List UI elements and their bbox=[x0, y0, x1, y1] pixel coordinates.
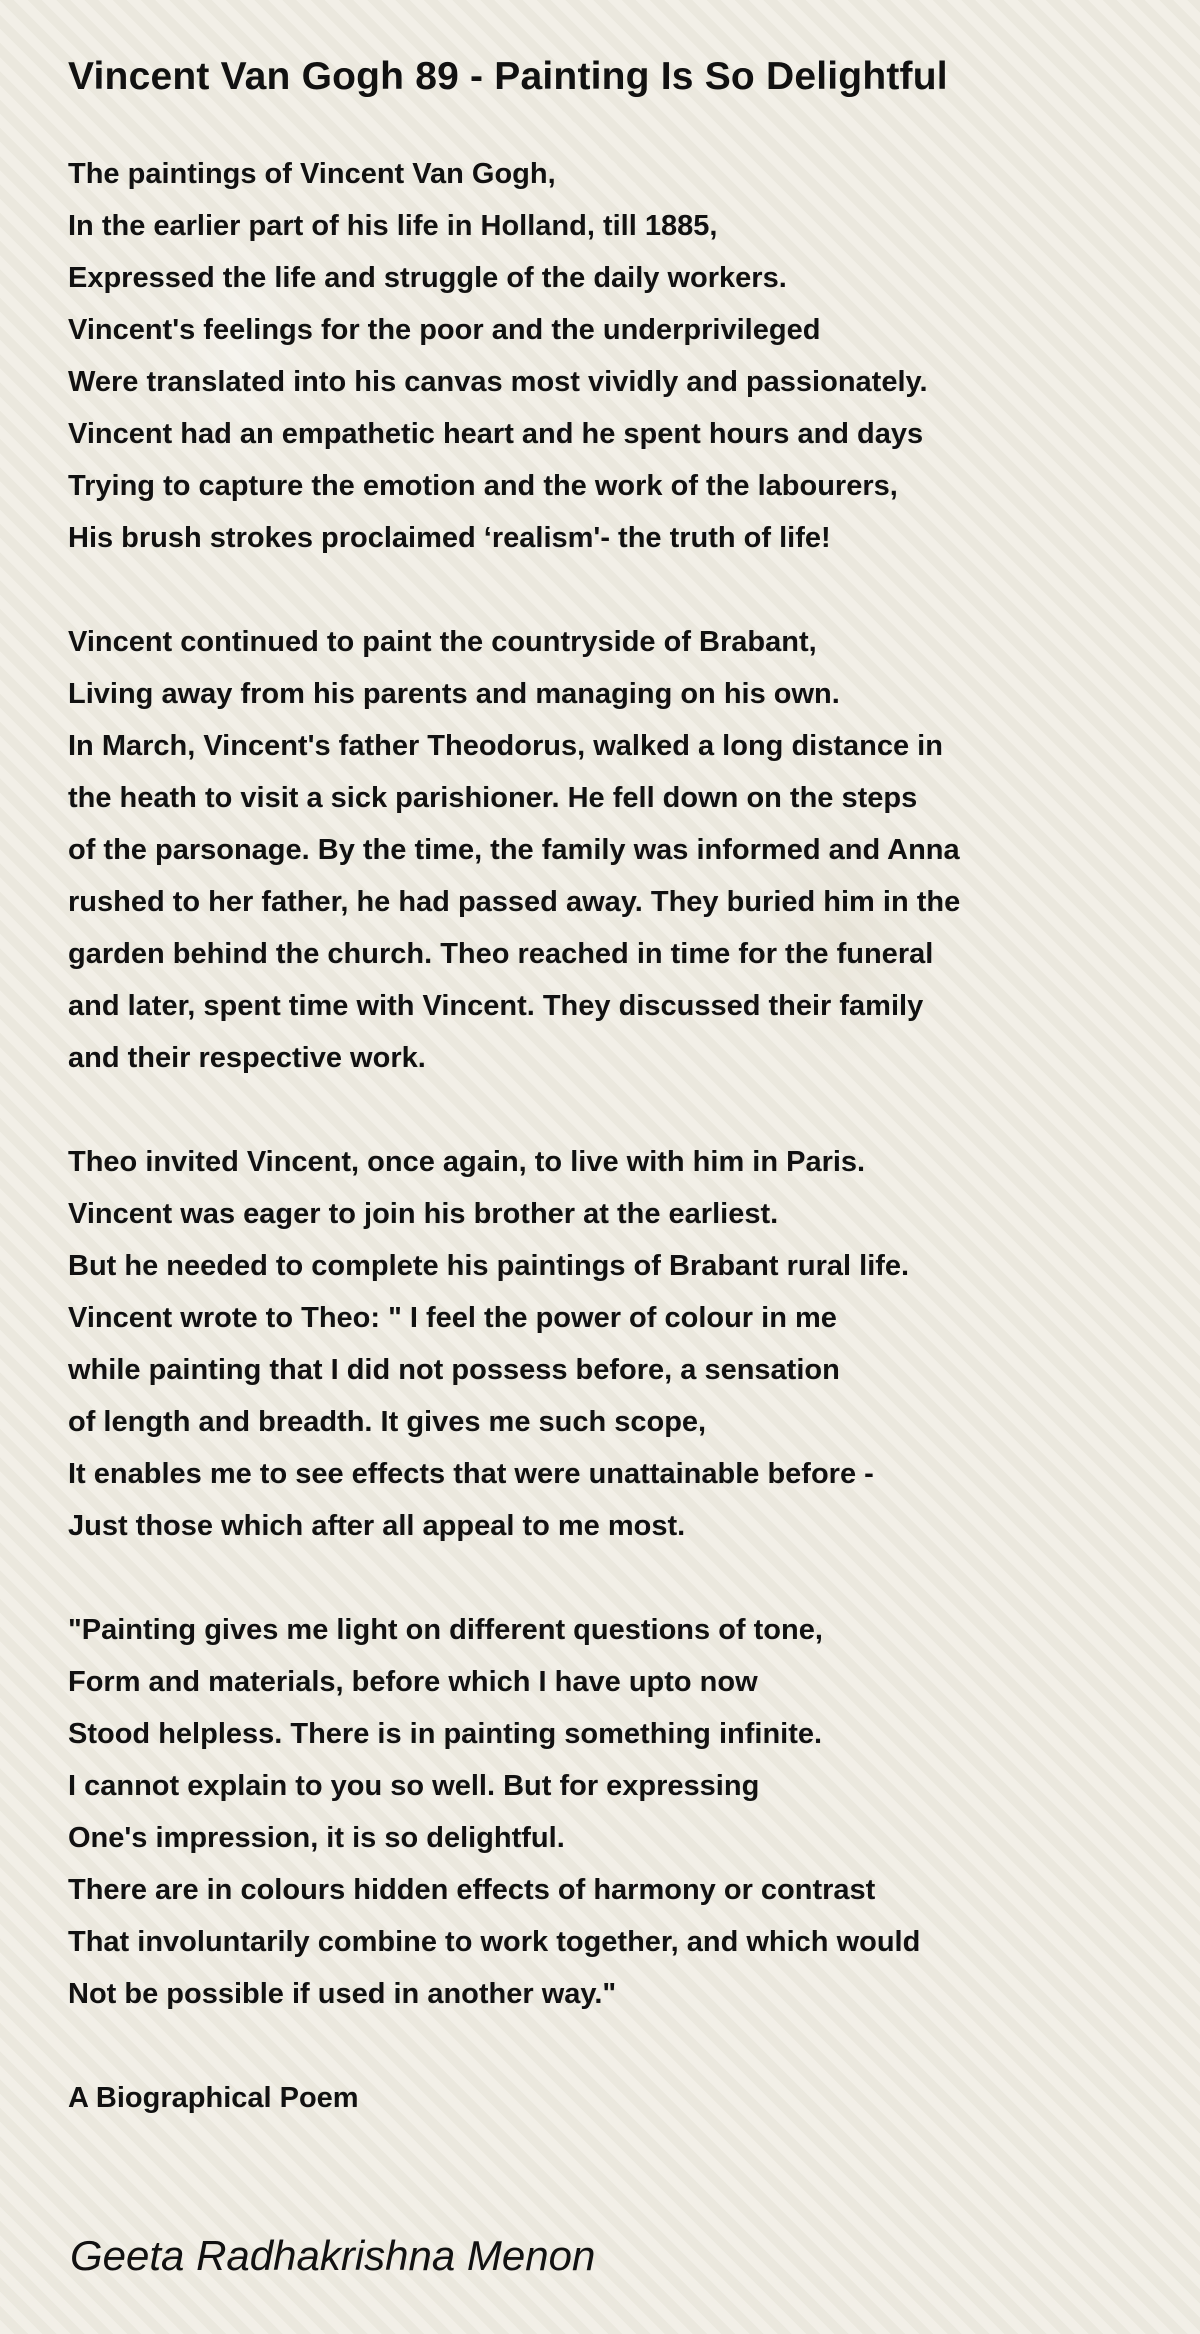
poem-line: Just those which after all appeal to me most. bbox=[68, 1510, 686, 1542]
poem-line: and their respective work. bbox=[68, 1042, 426, 1074]
poem-body bbox=[68, 148, 1134, 2124]
poem-line: while painting that I did not possess before, a sensation bbox=[68, 1354, 840, 1386]
poem-line: Living away from his parents and managing on his own. bbox=[68, 678, 840, 710]
poem-line: It enables me to see effects that were unattainable before - bbox=[68, 1458, 874, 1490]
poem-line: Were translated into his canvas most vividly and passionately. bbox=[68, 366, 928, 398]
stanza-1 bbox=[68, 148, 1134, 564]
stanza-2 bbox=[68, 616, 1134, 1084]
poem-line: Vincent continued to paint the countryside of Brabant, bbox=[68, 626, 817, 658]
poem-line: garden behind the church. Theo reached in time for the funeral bbox=[68, 938, 934, 970]
poem-line: of length and breadth. It gives me such scope, bbox=[68, 1406, 707, 1438]
poem-line: and later, spent time with Vincent. They discussed their family bbox=[68, 990, 924, 1022]
poem-line: I cannot explain to you so well. But for expressing bbox=[68, 1770, 760, 1802]
poem-line: In March, Vincent's father Theodorus, walked a long distance in bbox=[68, 730, 943, 762]
poem-line: In the earlier part of his life in Holland, till 1885, bbox=[68, 210, 718, 242]
poem-subtitle: A Biographical Poem bbox=[68, 2082, 359, 2114]
poem-line: Stood helpless. There is in painting something infinite. bbox=[68, 1718, 823, 1750]
poem-line: of the parsonage. By the time, the family was informed and Anna bbox=[68, 834, 960, 866]
poem-line: That involuntarily combine to work together, and which would bbox=[68, 1926, 921, 1958]
poem-line: Not be possible if used in another way." bbox=[68, 1978, 617, 2010]
poem-line: But he needed to complete his paintings of Brabant rural life. bbox=[68, 1250, 910, 1282]
poem-line: Form and materials, before which I have upto now bbox=[68, 1666, 758, 1698]
poem-line: The paintings of Vincent Van Gogh, bbox=[68, 158, 556, 190]
poem-line: There are in colours hidden effects of harmony or contrast bbox=[68, 1874, 876, 1906]
poem-title: Vincent Van Gogh 89 - Painting Is So Delightful bbox=[68, 55, 948, 98]
poem-line: One's impression, it is so delightful. bbox=[68, 1822, 565, 1854]
poem-line: Theo invited Vincent, once again, to live with him in Paris. bbox=[68, 1146, 866, 1178]
poem-line: Expressed the life and struggle of the daily workers. bbox=[68, 262, 787, 294]
author-name: Geeta Radhakrishna Menon bbox=[70, 2232, 596, 2279]
poem-line: Vincent's feelings for the poor and the underprivileged bbox=[68, 314, 821, 346]
poem-line: "Painting gives me light on different questions of tone, bbox=[68, 1614, 823, 1646]
poem-line: Vincent was eager to join his brother at the earliest. bbox=[68, 1198, 779, 1230]
poem-line: rushed to her father, he had passed away. They buried him in the bbox=[68, 886, 961, 918]
poem-line: Vincent wrote to Theo: " I feel the power of colour in me bbox=[68, 1302, 837, 1334]
stanza-3 bbox=[68, 1136, 1134, 1552]
poem-line: the heath to visit a sick parishioner. He fell down on the steps bbox=[68, 782, 918, 814]
stanza-4 bbox=[68, 1604, 1134, 2020]
poem-line: Trying to capture the emotion and the work of the labourers, bbox=[68, 470, 898, 502]
poem-line: His brush strokes proclaimed ‘realism'- the truth of life! bbox=[68, 522, 831, 554]
poem-line: Vincent had an empathetic heart and he spent hours and days bbox=[68, 418, 924, 450]
